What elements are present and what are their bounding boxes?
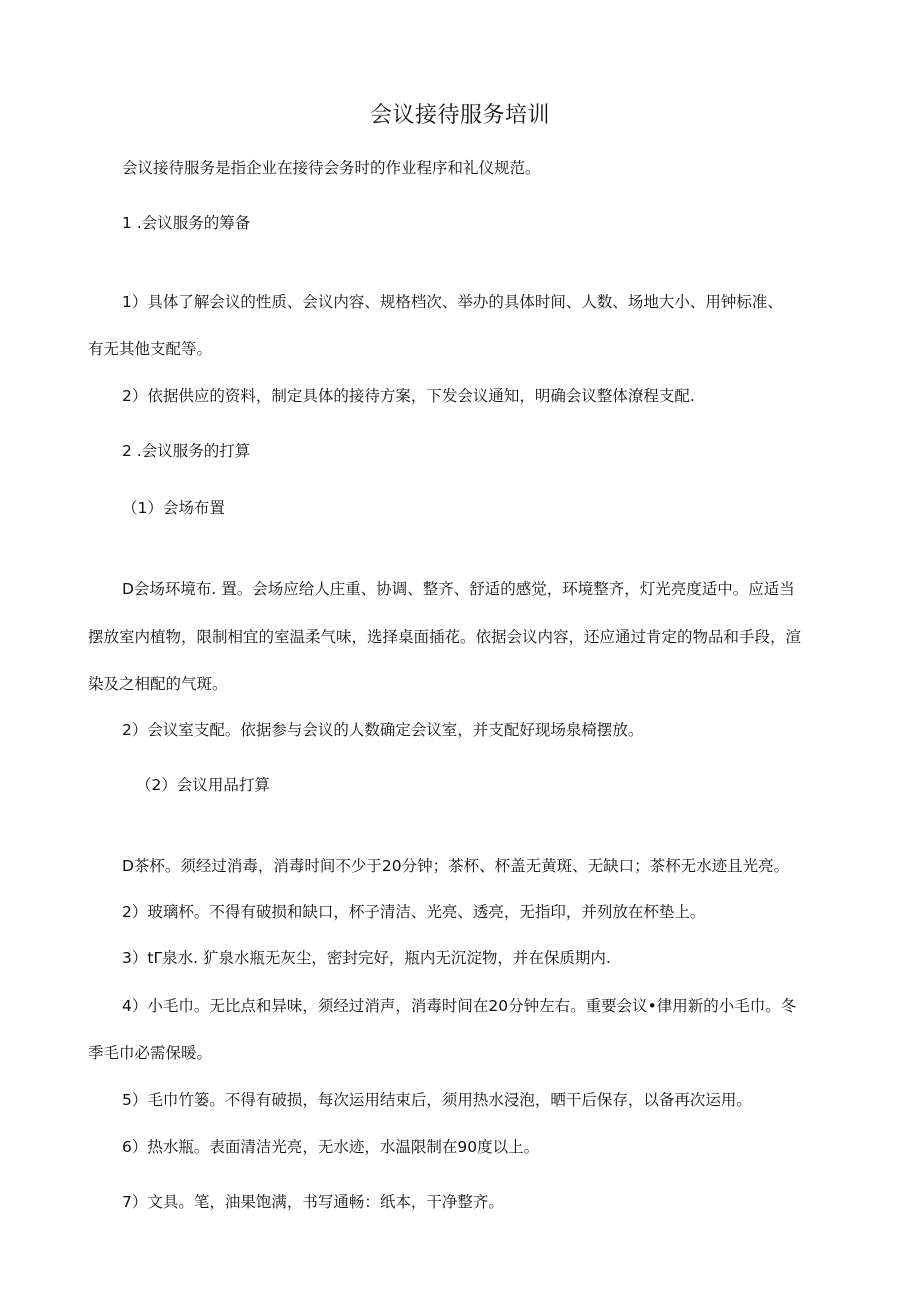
section-heading-1: 1 .会议服务的筹备 — [122, 214, 251, 232]
list-item: 季毛巾必需保暖。 — [88, 1044, 213, 1062]
intro-paragraph: 会议接待服务是指企业在接待会务时的作业程序和礼仪规范。 — [122, 159, 541, 177]
subsection-heading: （1）会场布置 — [122, 499, 225, 517]
list-item: 5）毛巾竹篓。不得有破损，每次运用结束后，须用热水浸泡，晒干后保存，以备再次运用。 — [122, 1091, 752, 1109]
document-title: 会议接待服务培训 — [369, 103, 550, 128]
subsection-heading: （2）会议用品打算 — [136, 776, 270, 794]
list-item: 6）热水瓶。表面清洁光亮，无水迹，水温限制在90度以上。 — [122, 1138, 540, 1156]
paragraph-line: 摆放室内植物，限制相宜的室温柔气味，选择桌面插花。依据会议内容，还应通过肯定的物品和手段，渲 — [88, 628, 802, 646]
list-item: 4）小毛巾。无比点和异味，须经过消声，消毒时间在20分钟左右。重要会议•律用新的小毛巾。冬 — [122, 997, 797, 1015]
paragraph-line: 有无其他支配等。 — [88, 340, 213, 358]
paragraph-line: 1）具体了解会议的性质、会议内容、规格档次、举办的具体时间、人数、场地大小、用钟标准、 — [122, 293, 783, 311]
paragraph-line: 2）依据供应的资料，制定具体的接待方案，下发会议通知，明确会议整体潦程支配. — [122, 387, 695, 405]
paragraph-line: 2）会议室支配。依据参与会议的人数确定会议室，并支配好现场泉椅摆放。 — [122, 721, 644, 739]
section-heading-2: 2 .会议服务的打算 — [122, 442, 251, 460]
list-item: D茶杯。须经过消毒，消毒时间不少于20分钟；茶杯、杯盖无黄斑、无缺口；茶杯无水迹且光亮。 — [122, 857, 790, 875]
list-item: 2）玻璃杯。不得有破损和缺口，杯子清洁、光亮、透亮，无指印，并列放在杯垫上。 — [122, 903, 706, 921]
paragraph-line: 染及之相配的气斑。 — [88, 675, 228, 693]
list-item: 7）文具。笔，油果饱满，书写通畅：纸本，干净整齐。 — [122, 1193, 504, 1211]
list-item: 3）tΓ泉水. 犷泉水瓶无灰尘，密封完好，瓶内无沉淀物，并在保质期内. — [122, 949, 611, 967]
paragraph-line: D会场环境布. 置。会场应给人庄重、协调、整齐、舒适的感觉，环境整齐，灯光亮度适中。应适当 — [122, 580, 795, 598]
